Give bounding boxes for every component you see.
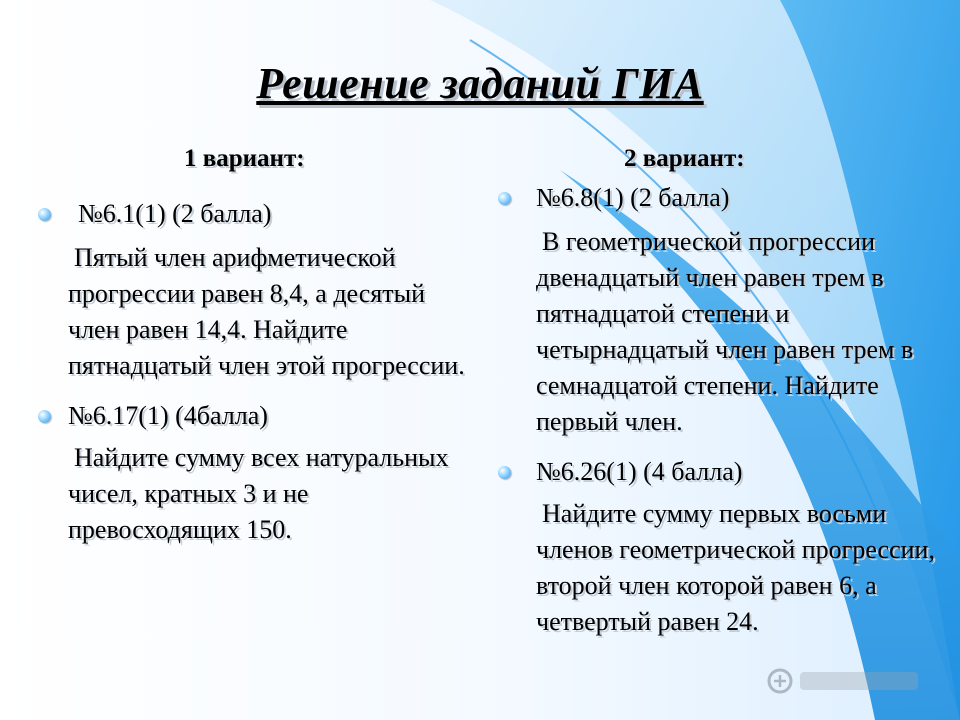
variant2-heading: 2 вариант: [624,145,745,172]
variant2-task1-item [498,180,948,216]
variant2-task2-item [498,454,948,490]
watermark-logo [766,666,924,696]
variant2-task1-number: №6.8(1) (2 балла) [536,183,730,212]
bullet-icon [38,208,51,221]
variant1-task1-number: №6.1(1) (2 балла) [78,199,272,228]
variant2-column [498,180,948,640]
bullet-icon [38,410,51,423]
slide-title: Решение заданий ГИА [256,59,704,108]
variant1-column [38,196,478,548]
variant2-task2-number: №6.26(1) (4 балла) [536,457,743,486]
variant1-task1-text: Пятый член арифметической прогрессии равен 8,4, а десятый член равен 14,4. Найдите пятнадцатый член этой прогрессии. [68,243,465,380]
bullet-icon [498,466,511,479]
variant1-task2-number: №6.17(1) (4балла) [68,401,268,430]
variant2-task1-text: В геометрической прогрессии двенадцатый член равен трем в пятнадцатой степени и четырнадцатый член равен трем в семнадцатой степени. Найдите первый член. [536,227,914,436]
variant1-task2-item [38,398,478,434]
variant1-task2-text: Найдите сумму всех натуральных чисел, кратных 3 и не превосходящих 150. [68,443,449,544]
variant2-task2-text: Найдите сумму первых восьми членов геометрической прогрессии, второй член которой равен 6, а четвертый равен 24. [536,499,935,636]
variant1-heading: 1 вариант: [184,145,305,172]
variant1-task1-item [38,196,478,232]
bullet-icon [498,192,511,205]
